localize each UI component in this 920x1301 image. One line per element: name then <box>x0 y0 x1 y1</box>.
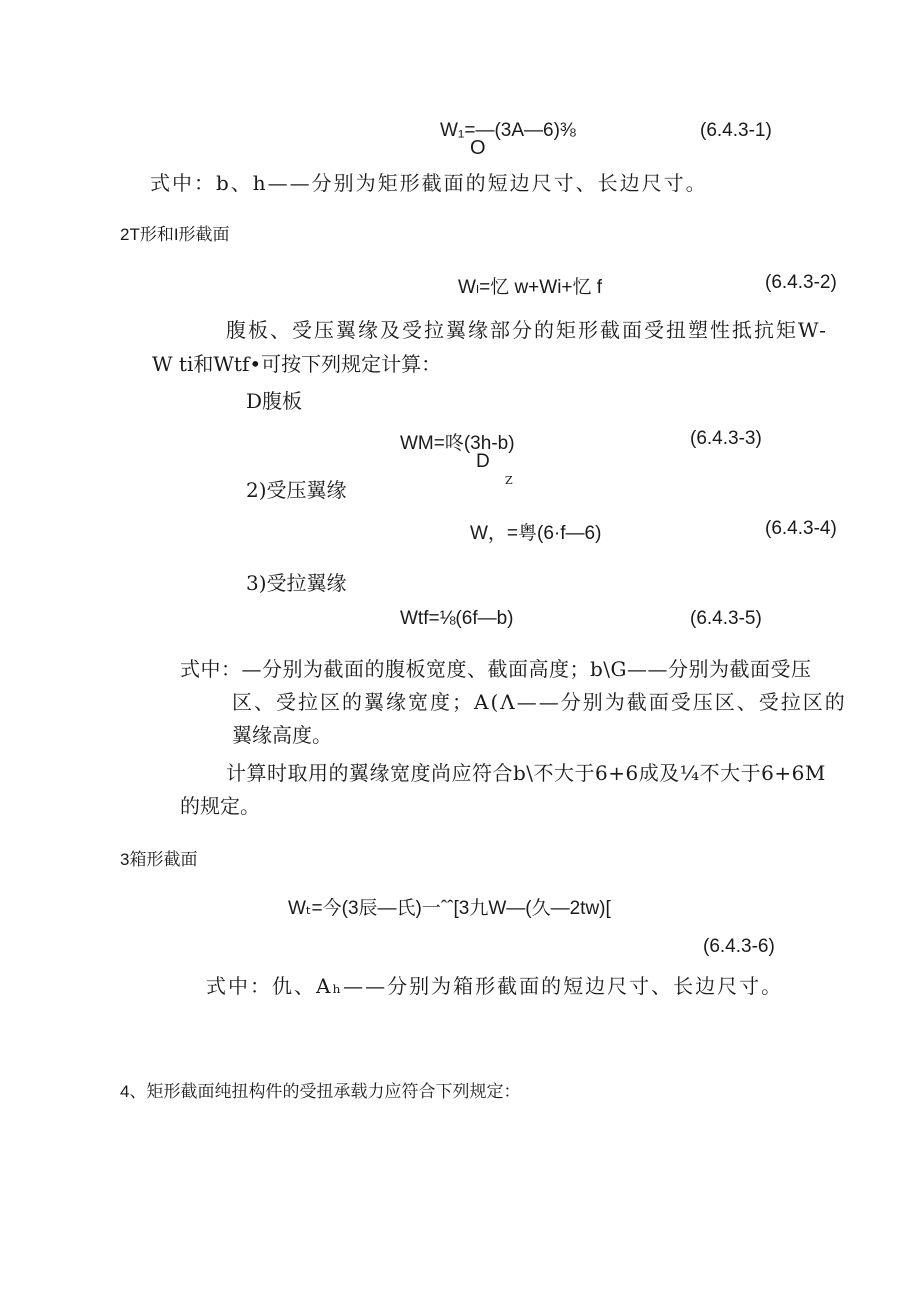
paragraph-2-line-2: 的规定。 <box>180 794 260 818</box>
equation-2-number: (6.4.3-2) <box>765 272 837 293</box>
section-2-heading: 2T形和I形截面 <box>120 225 230 244</box>
item-3-tension-flange: 3)受拉翼缘 <box>246 571 347 595</box>
item-2-compression-flange: 2)受压翼缘 <box>246 478 347 502</box>
where-clause-3: 式中：仇、Aₕ——分别为箱形截面的短边尺寸、长边尺寸。 <box>206 974 784 998</box>
paragraph-2-line-1: 计算时取用的翼缘宽度尚应符合b\不大于6+6成及¼不大于6+6M <box>226 761 826 785</box>
where-clause-2-line-2: 区、受拉区的翼缘宽度；A(Λ——分别为截面受压区、受拉区的 <box>232 690 847 714</box>
where-clause-1: 式中：b、h——分别为矩形截面的短边尺寸、长边尺寸。 <box>150 171 708 195</box>
where-clause-2-line-3: 翼缘高度。 <box>232 723 332 747</box>
equation-4-number: (6.4.3-4) <box>765 518 837 539</box>
equation-3-formula: WM=咚(3h-b) <box>400 433 515 454</box>
item-1-web: D腹板 <box>246 389 303 413</box>
equation-4-formula: W，=粤(6·f—6) <box>470 523 602 544</box>
equation-6-number: (6.4.3-6) <box>703 936 775 957</box>
equation-3-subscript: Z <box>505 474 513 487</box>
equation-3-denominator: D <box>476 451 490 472</box>
equation-6-formula: Wₜ=今(3辰—氏)一ˆˆ[3九W—(久—2tw)[ <box>288 898 611 919</box>
equation-5-formula: Wtf=⅛(6f—b) <box>400 608 514 629</box>
equation-1-denominator: O <box>470 137 486 159</box>
where-clause-2-line-1: 式中：—分别为截面的腹板宽度、截面高度；b\G——分别为截面受压 <box>180 657 812 681</box>
paragraph-1-line-1: 腹板、受压翼缘及受拉翼缘部分的矩形截面受扭塑性抵抗矩W- <box>226 318 828 342</box>
equation-2-formula: Wₗ=忆 w+Wi+忆 f <box>458 277 603 298</box>
equation-5-number: (6.4.3-5) <box>690 608 762 629</box>
paragraph-1-line-2: W ti和Wtf•可按下列规定计算： <box>152 352 442 376</box>
equation-3-number: (6.4.3-3) <box>690 428 762 449</box>
section-3-heading: 3箱形截面 <box>120 850 198 869</box>
equation-1-number: (6.4.3-1) <box>700 120 772 141</box>
equation-1-formula: W₁=—(3A—6)⅜ <box>440 120 576 141</box>
section-4-heading: 4、矩形截面纯扭构件的受扭承载力应符合下列规定： <box>120 1082 521 1101</box>
